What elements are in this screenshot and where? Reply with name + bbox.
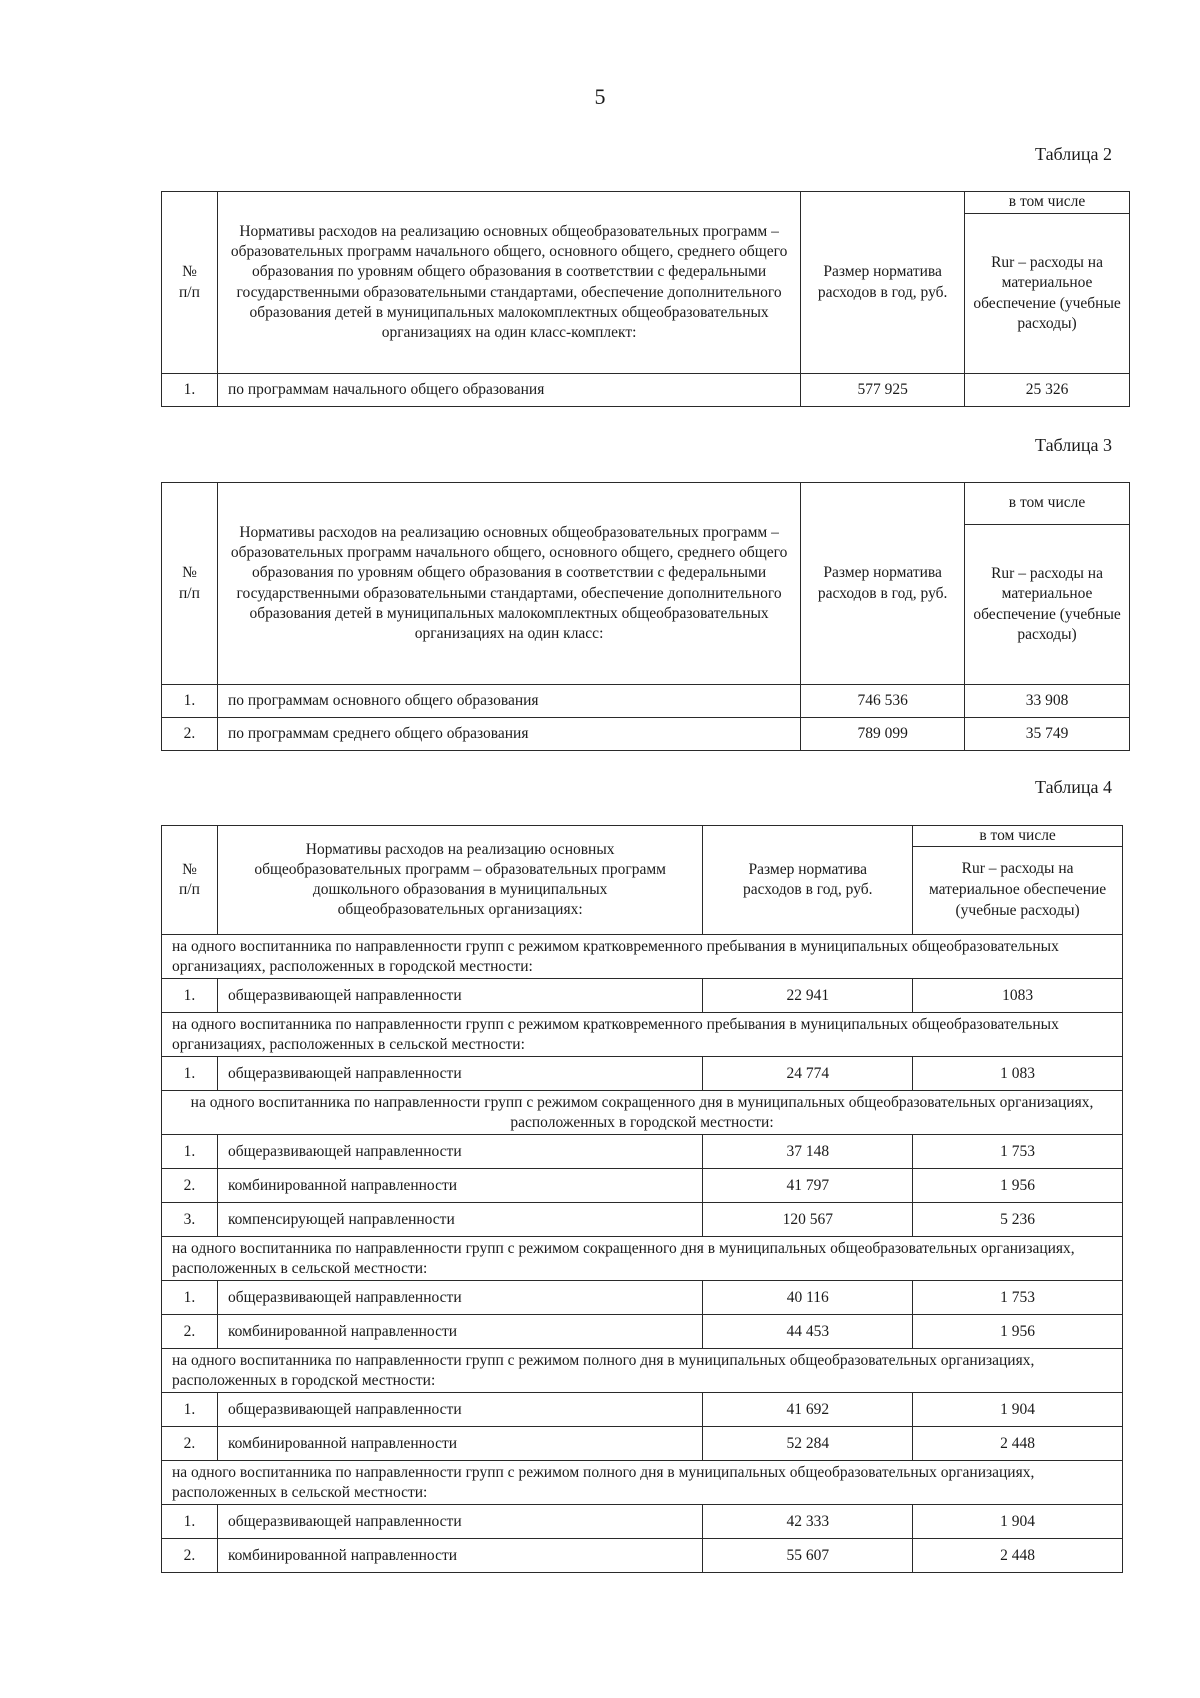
row-num: 1. (162, 1057, 218, 1091)
table4-header-rur: Rur – расходы на материальное обеспечение (учебные расходы) (913, 847, 1123, 935)
row-size: 55 607 (703, 1539, 913, 1573)
row-size: 41 797 (703, 1169, 913, 1203)
section-title: на одного воспитанника по направленности групп с режимом сокращенного дня в муниципальных общеобразовательных организациях, расположенных в сельской местности: (162, 1237, 1123, 1281)
row-rur: 1 956 (913, 1169, 1123, 1203)
row-rur: 1 753 (913, 1281, 1123, 1315)
row-num: 2. (162, 1169, 218, 1203)
row-num: 1. (162, 685, 218, 718)
row-name: комбинированной направленности (217, 1539, 702, 1573)
table2 (161, 191, 1130, 407)
row-name: общеразвивающей направленности (217, 1505, 702, 1539)
table-row (162, 685, 1130, 718)
page-number: 5 (594, 84, 606, 109)
section-title: на одного воспитанника по направленности групп с режимом кратковременного пребывания в муниципальных общеобразовательных организациях, расположенных в городской местности: (162, 935, 1123, 979)
section-title: на одного воспитанника по направленности групп с режимом полного дня в муниципальных общеобразовательных организациях, расположенных в городской местности: (162, 1349, 1123, 1393)
table3-caption: Таблица 3 (1035, 435, 1112, 455)
table3-header-rur: Rur – расходы на материальное обеспечение (учебные расходы) (965, 525, 1130, 685)
table3 (161, 482, 1130, 751)
row-name: комбинированной направленности (217, 1427, 702, 1461)
row-num: 1. (162, 1505, 218, 1539)
table2-caption: Таблица 2 (1035, 144, 1112, 164)
table4-header-size: Размер норматива расходов в год, руб. (703, 826, 913, 935)
table4-caption: Таблица 4 (1035, 777, 1112, 797)
row-size: 789 099 (801, 718, 965, 751)
row-num: 1. (162, 1281, 218, 1315)
row-size: 24 774 (703, 1057, 913, 1091)
row-rur: 35 749 (965, 718, 1130, 751)
row-rur: 1 956 (913, 1315, 1123, 1349)
table4 (161, 825, 1123, 1573)
table-row (162, 1135, 1123, 1169)
table4-header-incl: в том числе (913, 826, 1123, 847)
table-row (162, 718, 1130, 751)
row-size: 44 453 (703, 1315, 913, 1349)
table2-header-num: № п/п (162, 192, 218, 374)
table2-header-rur: Rur – расходы на материальное обеспечение (учебные расходы) (965, 214, 1130, 374)
row-size: 37 148 (703, 1135, 913, 1169)
row-num: 3. (162, 1203, 218, 1237)
table2-header-title: Нормативы расходов на реализацию основных общеобразовательных программ – образовательных программ начального общего, основного общего, среднего общего образования по уровням общего образования в соответствии с федеральными государственными образовательными стандартами, обеспечение дополнительного образования детей в муниципальных малокомплектных общеобразовательных организациях на один класс-комплект: (217, 192, 800, 374)
row-rur: 33 908 (965, 685, 1130, 718)
section-title: на одного воспитанника по направленности групп с режимом полного дня в муниципальных общеобразовательных организациях, расположенных в сельской местности: (162, 1461, 1123, 1505)
row-name: общеразвивающей направленности (217, 1393, 702, 1427)
row-name: общеразвивающей направленности (217, 1135, 702, 1169)
row-name: общеразвивающей направленности (217, 1057, 702, 1091)
table4-header-num: № п/п (162, 826, 218, 935)
row-size: 120 567 (703, 1203, 913, 1237)
row-num: 2. (162, 1427, 218, 1461)
row-num: 2. (162, 1315, 218, 1349)
row-rur: 2 448 (913, 1539, 1123, 1573)
row-rur: 2 448 (913, 1427, 1123, 1461)
row-num: 1. (162, 979, 218, 1013)
table-row (162, 1203, 1123, 1237)
row-rur: 25 326 (965, 374, 1130, 407)
table4-header-title: Нормативы расходов на реализацию основных общеобразовательных программ – образовательных программ дошкольного образования в муниципальных общеобразовательных организациях: (217, 826, 702, 935)
table3-header-num: № п/п (162, 483, 218, 685)
row-name: по программам начального общего образования (217, 374, 800, 407)
row-rur: 5 236 (913, 1203, 1123, 1237)
row-size: 40 116 (703, 1281, 913, 1315)
section-title: на одного воспитанника по направленности групп с режимом сокращенного дня в муниципальных общеобразовательных организациях, расположенных в городской местности: (162, 1091, 1123, 1135)
table2-header-incl: в том числе (965, 192, 1130, 214)
table-row (162, 374, 1130, 407)
row-size: 577 925 (801, 374, 965, 407)
row-num: 1. (162, 1135, 218, 1169)
row-size: 746 536 (801, 685, 965, 718)
section-title: на одного воспитанника по направленности групп с режимом кратковременного пребывания в муниципальных общеобразовательных организациях, расположенных в сельской местности: (162, 1013, 1123, 1057)
row-size: 22 941 (703, 979, 913, 1013)
row-num: 1. (162, 374, 218, 407)
table3-header-incl: в том числе (965, 483, 1130, 525)
row-rur: 1 904 (913, 1393, 1123, 1427)
table-row (162, 1169, 1123, 1203)
row-name: общеразвивающей направленности (217, 979, 702, 1013)
row-rur: 1 083 (913, 1057, 1123, 1091)
table-row (162, 1315, 1123, 1349)
row-num: 2. (162, 1539, 218, 1573)
row-name: комбинированной направленности (217, 1315, 702, 1349)
row-name: комбинированной направленности (217, 1169, 702, 1203)
table-row (162, 1539, 1123, 1573)
table3-header-size: Размер норматива расходов в год, руб. (801, 483, 965, 685)
table-row (162, 1427, 1123, 1461)
row-num: 1. (162, 1393, 218, 1427)
table-row (162, 1057, 1123, 1091)
table-row (162, 1281, 1123, 1315)
table-row (162, 1393, 1123, 1427)
row-rur: 1083 (913, 979, 1123, 1013)
row-rur: 1 753 (913, 1135, 1123, 1169)
table-row (162, 979, 1123, 1013)
row-num: 2. (162, 718, 218, 751)
row-size: 42 333 (703, 1505, 913, 1539)
row-rur: 1 904 (913, 1505, 1123, 1539)
row-name: по программам среднего общего образования (217, 718, 800, 751)
table3-header-title: Нормативы расходов на реализацию основных общеобразовательных программ – образовательных программ начального общего, основного общего, среднего общего образования по уровням общего образования в соответствии с федеральными государственными образовательными стандартами, обеспечение дополнительного образования детей в муниципальных малокомплектных общеобразовательных организациях на один класс: (217, 483, 800, 685)
row-name: по программам основного общего образования (217, 685, 800, 718)
table-row (162, 1505, 1123, 1539)
row-name: компенсирующей направленности (217, 1203, 702, 1237)
row-name: общеразвивающей направленности (217, 1281, 702, 1315)
row-size: 41 692 (703, 1393, 913, 1427)
row-size: 52 284 (703, 1427, 913, 1461)
table2-header-size: Размер норматива расходов в год, руб. (801, 192, 965, 374)
